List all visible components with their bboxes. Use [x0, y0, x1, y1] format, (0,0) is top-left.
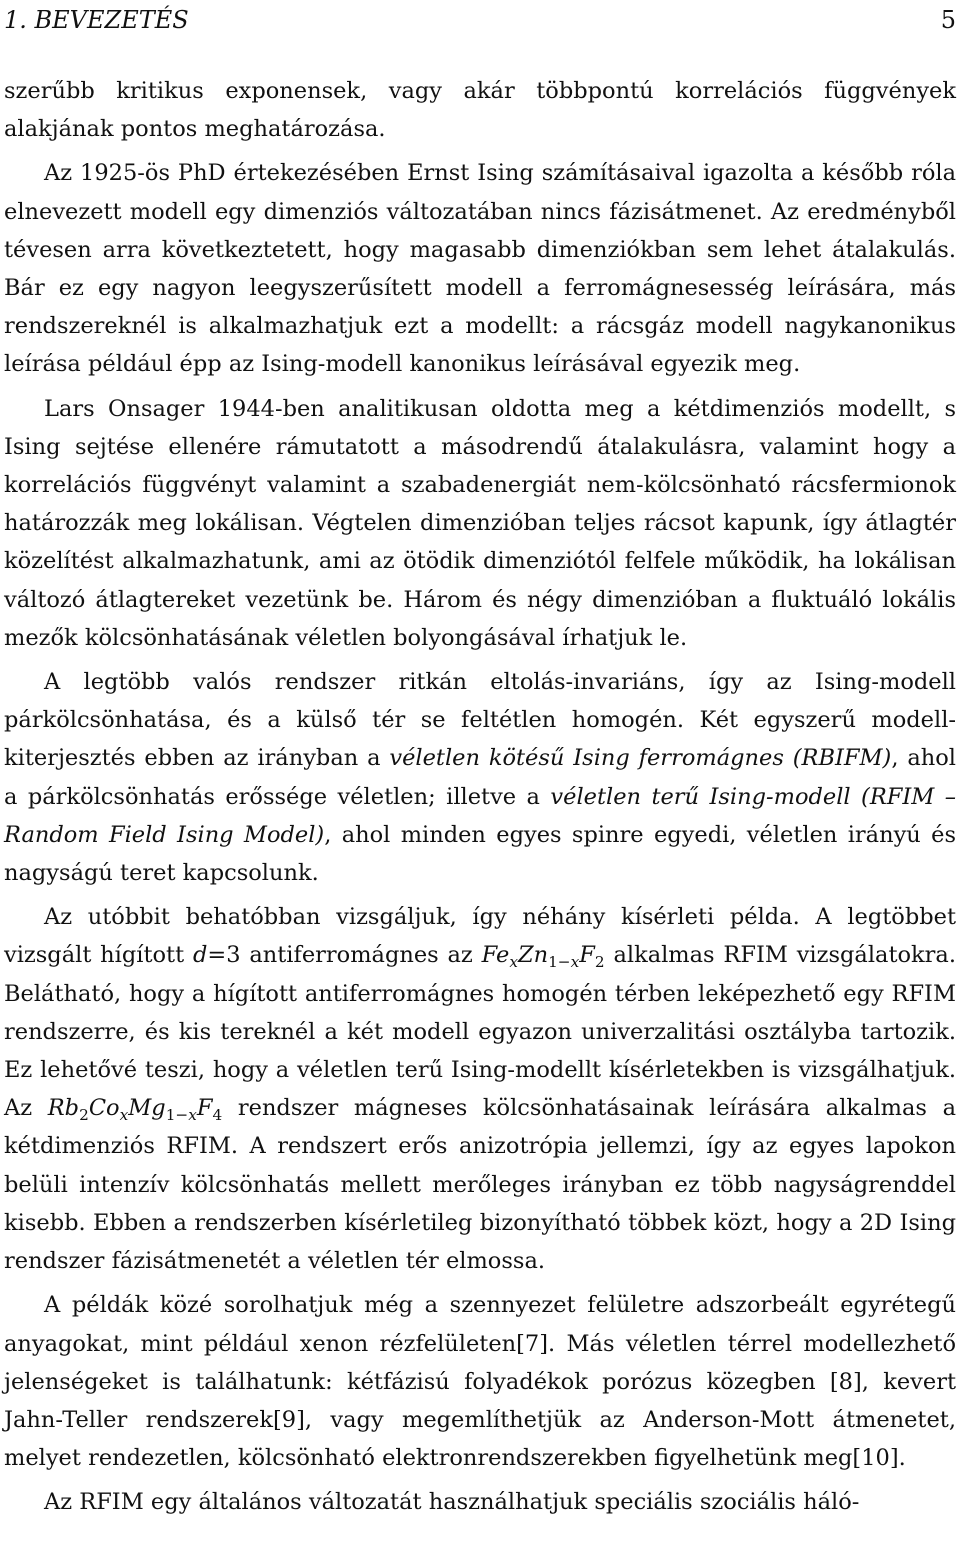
paragraph-5-part-1: Az utóbbit behatóbban vizsgáljuk, így néhány kísérleti példa. A legtöbbet vizsgált hígított	[4, 904, 956, 969]
paragraph-4-part-3: , ahol minden egyes spinre egyedi, véletlen irányú és nagyságú teret kapcsolunk.	[4, 821, 956, 887]
paragraph-4-part-1: A legtöbb valós rendszer ritkán eltolás-invariáns, így az Ising-modell párkölcsönhatása, és a külső tér se feltétlen homogén. Két egyszerű modell-kiterjesztés ebben az irányban a	[4, 669, 956, 772]
formula-zn: Zn	[517, 942, 549, 969]
formula-mg-subscript-a: 1−	[165, 1106, 189, 1125]
formula-f4: F	[196, 1095, 213, 1122]
paragraph-5-part-2: antiferromágnes az	[240, 942, 482, 969]
formula-mg: Mg	[128, 1095, 166, 1122]
formula-f4-subscript: 4	[212, 1106, 223, 1125]
paragraph-5-part-3: alkalmas RFIM vizsgálatokra. Belátható, hogy a hígított antiferromágnes homogén térben leképezhető egy RFIM rendszerre, és kis tereknél a két modell egyazon univerzalitási osztályba tartozik. Ez lehetővé teszi, hogy a véletlen terű Ising-modellt kísérletekben is vizsgálhatjuk. Az	[4, 942, 956, 1122]
formula-rb: Rb	[47, 1095, 80, 1122]
rbifm-term: véletlen kötésű Ising ferromágnes (RBIFM)	[389, 745, 892, 772]
page-number: 5	[940, 6, 956, 34]
running-header	[4, 0, 956, 42]
paragraph-6: A példák közé sorolhatjuk még a szennyezet felületre adszorbeált egyrétegű anyagokat, mint például xenon rézfelületen[7]. Más véletlen térrel modellezhető jelenségeket is találhatunk: kétfázisú folyadékok porózus közegben [8], kevert Jahn-Teller rendszerek[9], vagy megemlíthetjük az Anderson-Mott átmenetet, melyet rendezetlen, kölcsönható elektronrendszerekben figyelhetünk meg[10].	[4, 1292, 956, 1472]
formula-mg-subscript-b: x	[188, 1106, 197, 1125]
paragraph-5-part-4: rendszer mágneses kölcsönhatásainak leírására alkalmas a kétdimenziós RFIM. A rendszert erős anizotrópia jellemzi, így az egyes lapokon belüli intenzív kölcsönhatás mellett merőleges irányban ez több nagyságrenddel kisebb. Ebben a rendszerben kísérletileg bizonyítható többek közt, hogy a 2D Ising rendszer fázisátmenetét a véletlen tér elmossa.	[4, 1095, 956, 1275]
formula-rb-subscript: 2	[79, 1106, 89, 1125]
body-text	[4, 72, 956, 1522]
formula-co: Co	[88, 1095, 120, 1122]
formula-fe-subscript: x	[509, 953, 518, 972]
dimension-variable: d	[192, 942, 208, 969]
chapter-title: 1. BEVEZETÉS	[4, 6, 189, 34]
paragraph-4-part-2: , ahol a párkölcsönhatás erőssége véletlen; illetve a	[4, 745, 956, 810]
formula-fe: Fe	[481, 942, 510, 969]
dimension-value: =3	[207, 942, 241, 969]
paragraph-3: Lars Onsager 1944-ben analitikusan oldotta meg a kétdimenziós modellt, s Ising sejtése ellenére rámutatott a másodrendű átalakulásra, valamint hogy a korrelációs függvényt valamint a szabadenergiát nem-kölcsönható rácsfermionok határozzák meg lokálisan. Végtelen dimenzióban teljes rácsot kapunk, így átlagtér közelítést alkalmazhatunk, ami az ötödik dimenziótól felfele működik, ha lokálisan változó átlagtereket vezetünk be. Három és négy dimenzióban a fluktuáló lokális mezők kölcsönhatásának véletlen bolyongásával írhatjuk le.	[4, 395, 956, 651]
paragraph-5	[4, 898, 956, 1280]
formula-f-subscript: 2	[594, 953, 605, 972]
rfim-term: véletlen terű Ising-modell (RFIM – Random Field Ising Model)	[4, 783, 957, 848]
paragraph-2: Az 1925-ös PhD értekezésében Ernst Ising számításaival igazolta a később róla elnevezett modell egy dimenziós változatában nincs fázisátmenet. Az eredményből tévesen arra következtetett, hogy magasabb dimenziókban sem lehet átalakulás. Bár ez egy nagyon leegyszerűsített modell a ferromágnesesség leírására, más rendszereknél is alkalmazhatjuk ezt a modellt: a rácsgáz modell nagykanonikus leírása például épp az Ising-modell kanonikus leírásával egyezik meg.	[4, 160, 956, 378]
formula-rbcomgf	[47, 1095, 223, 1125]
formula-fezn	[481, 942, 605, 972]
paragraph-4	[4, 663, 956, 892]
formula-zn-subscript-b: x	[570, 953, 580, 972]
formula-co-subscript: x	[119, 1106, 129, 1125]
formula-zn-subscript-a: 1−	[548, 953, 571, 972]
paragraph-7: Az RFIM egy általános változatát használhatjuk speciális szociális háló-	[44, 1489, 860, 1516]
paragraph-1: szerűbb kritikus exponensek, vagy akár többpontú korrelációs függvények alakjának pontos meghatározása.	[4, 78, 956, 143]
formula-f: F	[579, 942, 595, 969]
